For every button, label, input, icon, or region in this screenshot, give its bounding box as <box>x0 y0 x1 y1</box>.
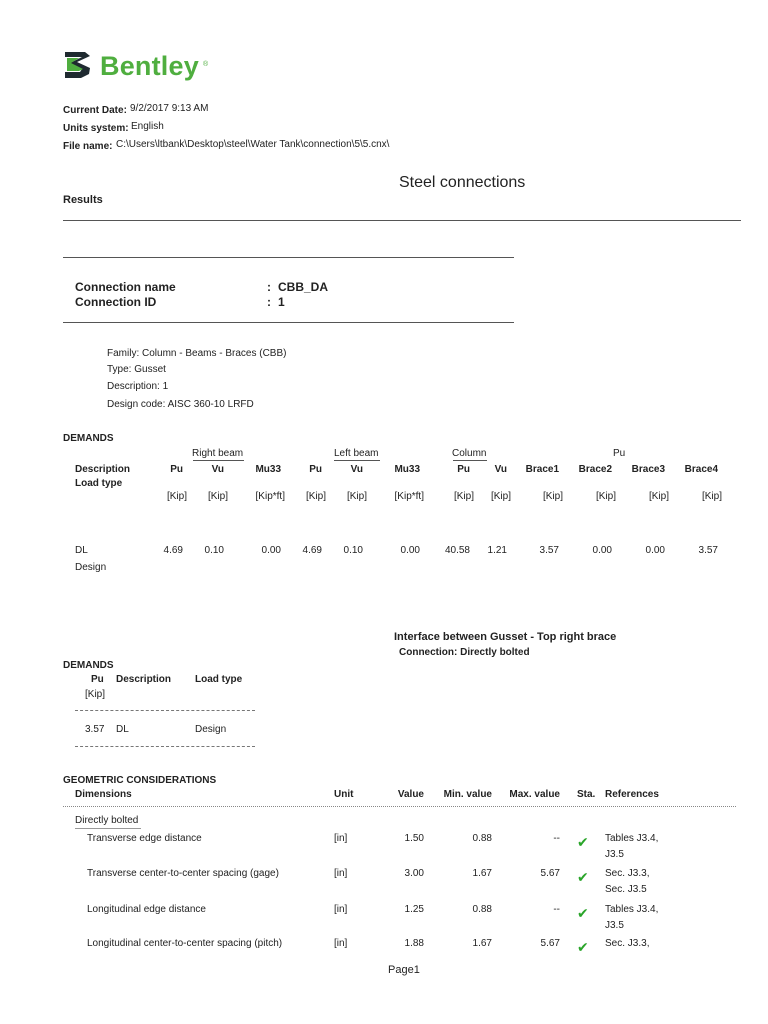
units-value: English <box>131 121 164 132</box>
divider <box>63 322 514 323</box>
page-number: Page1 <box>388 964 420 976</box>
geo-row-max: 5.67 <box>540 868 560 879</box>
demands-col-header: Vu <box>350 464 363 475</box>
demands-col-unit: [Kip] <box>305 491 326 502</box>
demands-col-unit: [Kip] <box>648 491 669 502</box>
geo-row-unit: [in] <box>334 833 348 844</box>
current-date-value: 9/2/2017 9:13 AM <box>130 103 209 114</box>
type-line: Type: Gusset <box>107 364 166 375</box>
geo-row-ref-cont: J3.5 <box>605 920 624 931</box>
group-right-beam: Right beam <box>192 448 244 459</box>
check-icon: ✔ <box>577 905 589 921</box>
geo-row-max: 5.67 <box>540 938 560 949</box>
geo-row-min: 1.67 <box>472 868 492 879</box>
geometric-heading: GEOMETRIC CONSIDERATIONS <box>63 775 217 786</box>
demands-col-unit: [Kip*ft] <box>255 491 285 502</box>
demands-col-unit: [Kip] <box>595 491 616 502</box>
demands-row-value: 4.69 <box>302 545 322 556</box>
geo-col-unit: Unit <box>334 789 354 800</box>
geo-row-value: 1.50 <box>404 833 424 844</box>
geo-col-value: Value <box>397 789 424 800</box>
geo-row-value: 1.25 <box>404 904 424 915</box>
geo-row-max: -- <box>553 904 560 915</box>
demand-row-description: DL <box>75 545 88 556</box>
connection-name-sep: : <box>267 280 271 294</box>
demands-row-value: 0.00 <box>592 545 612 556</box>
check-icon: ✔ <box>577 834 589 850</box>
col-load-type: Load type <box>75 478 123 489</box>
demands-row-value: 3.57 <box>698 545 718 556</box>
geo-row-ref: Sec. J3.3, <box>605 868 650 879</box>
file-label: File name: <box>63 141 113 152</box>
logo-text: Bentley <box>100 51 199 81</box>
geo-row-name: Longitudinal edge distance <box>87 904 206 915</box>
demands-col-header: Brace3 <box>631 464 665 475</box>
demands-col-header: Mu33 <box>255 464 281 475</box>
demands-row-value: 0.00 <box>261 545 281 556</box>
geo-row-min: 1.67 <box>472 938 492 949</box>
demands-row-value: 3.57 <box>539 545 559 556</box>
demands-row-value: 0.00 <box>400 545 420 556</box>
group-underline <box>193 460 244 461</box>
connection-name-value: CBB_DA <box>278 280 329 294</box>
demands-col-unit: [Kip] <box>346 491 367 502</box>
demands-col-header: Vu <box>211 464 224 475</box>
interface-title: Interface between Gusset - Top right brace <box>394 631 617 643</box>
demands-col-header: Brace4 <box>684 464 718 475</box>
geo-row-ref: Sec. J3.3, <box>605 938 650 949</box>
connection-name-label: Connection name <box>75 280 176 294</box>
demands-heading: DEMANDS <box>63 433 114 444</box>
check-icon: ✔ <box>577 939 589 955</box>
demands-col-unit: [Kip] <box>490 491 511 502</box>
demands-col-unit: [Kip] <box>453 491 474 502</box>
family-line: Family: Column - Beams - Braces (CBB) <box>107 348 287 359</box>
demands2-row-description: DL <box>116 724 129 735</box>
demands2-row-pu: 3.57 <box>85 724 105 735</box>
geo-col-min: Min. value <box>443 789 492 800</box>
geo-row-value: 1.88 <box>404 938 424 949</box>
geo-row-min: 0.88 <box>472 904 492 915</box>
geo-col-max: Max. value <box>509 789 560 800</box>
units-label: Units system: <box>63 123 129 134</box>
file-value: C:\Users\ltbank\Desktop\steel\Water Tank\connection\5\5.cnx\ <box>116 139 390 150</box>
group-column: Column <box>452 448 487 459</box>
demands-col-unit: [Kip*ft] <box>394 491 424 502</box>
group-underline <box>75 828 141 829</box>
demands-col-unit: [Kip] <box>542 491 563 502</box>
design-code-line: Design code: AISC 360-10 LRFD <box>107 399 254 410</box>
demands-col-header: Vu <box>494 464 507 475</box>
demands-col-header: Pu <box>457 464 470 475</box>
geo-row-value: 3.00 <box>404 868 424 879</box>
trademark: ® <box>203 61 209 68</box>
group-underline <box>453 460 487 461</box>
demands-col-header: Brace1 <box>525 464 559 475</box>
demands-col-header: Pu <box>309 464 322 475</box>
demands2-col-pu: Pu <box>91 674 104 685</box>
geo-col-dimensions: Dimensions <box>75 789 132 800</box>
geo-row-max: -- <box>553 833 560 844</box>
current-date-label: Current Date: <box>63 105 127 116</box>
dotted-divider <box>63 806 736 807</box>
geo-row-ref: Tables J3.4, <box>605 833 659 844</box>
demands-row-value: 1.21 <box>487 545 507 556</box>
demands-row-value: 4.69 <box>163 545 183 556</box>
demands2-unit: [Kip] <box>85 689 106 700</box>
demands-row-value: 0.10 <box>343 545 363 556</box>
dashed-divider <box>75 746 255 747</box>
geo-row-name: Longitudinal center-to-center spacing (pitch) <box>87 938 283 949</box>
demands-col-unit: [Kip] <box>207 491 228 502</box>
geo-row-unit: [in] <box>334 938 348 949</box>
demands-row-value: 0.00 <box>645 545 665 556</box>
geo-row-ref: Tables J3.4, <box>605 904 659 915</box>
demands-row-value: 0.10 <box>204 545 224 556</box>
geo-row-name: Transverse center-to-center spacing (gage) <box>87 868 279 879</box>
geo-col-sta: Sta. <box>577 789 596 800</box>
demands-col-unit: [Kip] <box>701 491 722 502</box>
connection-id-label: Connection ID <box>75 295 157 309</box>
divider <box>63 257 514 258</box>
bentley-logo-icon <box>63 49 95 81</box>
demand-row-load-type: Design <box>75 562 107 573</box>
divider <box>63 220 741 221</box>
check-icon: ✔ <box>577 869 589 885</box>
connection-id-value: 1 <box>278 295 285 309</box>
geo-row-unit: [in] <box>334 904 348 915</box>
geo-col-references: References <box>605 789 659 800</box>
demands2-col-load-type: Load type <box>195 674 243 685</box>
geo-row-unit: [in] <box>334 868 348 879</box>
description-line: Description: 1 <box>107 381 169 392</box>
demands2-row-load-type: Design <box>195 724 227 735</box>
group-pu: Pu <box>613 448 626 459</box>
geo-row-ref-cont: Sec. J3.5 <box>605 884 647 895</box>
demands-col-header: Mu33 <box>394 464 420 475</box>
demands2-col-description: Description <box>116 674 172 685</box>
document-title: Steel connections <box>399 174 526 191</box>
geo-row-min: 0.88 <box>472 833 492 844</box>
connection-id-sep: : <box>267 295 271 309</box>
group-left-beam: Left beam <box>334 448 379 459</box>
interface-subtitle: Connection: Directly bolted <box>399 647 530 658</box>
demands-col-header: Pu <box>170 464 183 475</box>
demands-row-value: 40.58 <box>444 545 470 556</box>
geo-row-ref-cont: J3.5 <box>605 849 624 860</box>
demands2-heading: DEMANDS <box>63 660 114 671</box>
group-underline <box>334 460 380 461</box>
col-description: Description <box>75 464 131 475</box>
results-heading: Results <box>63 194 103 206</box>
geo-row-name: Transverse edge distance <box>87 833 202 844</box>
geo-group-label: Directly bolted <box>75 815 139 826</box>
dashed-divider <box>75 710 255 711</box>
demands-col-unit: [Kip] <box>166 491 187 502</box>
demands-col-header: Brace2 <box>578 464 612 475</box>
